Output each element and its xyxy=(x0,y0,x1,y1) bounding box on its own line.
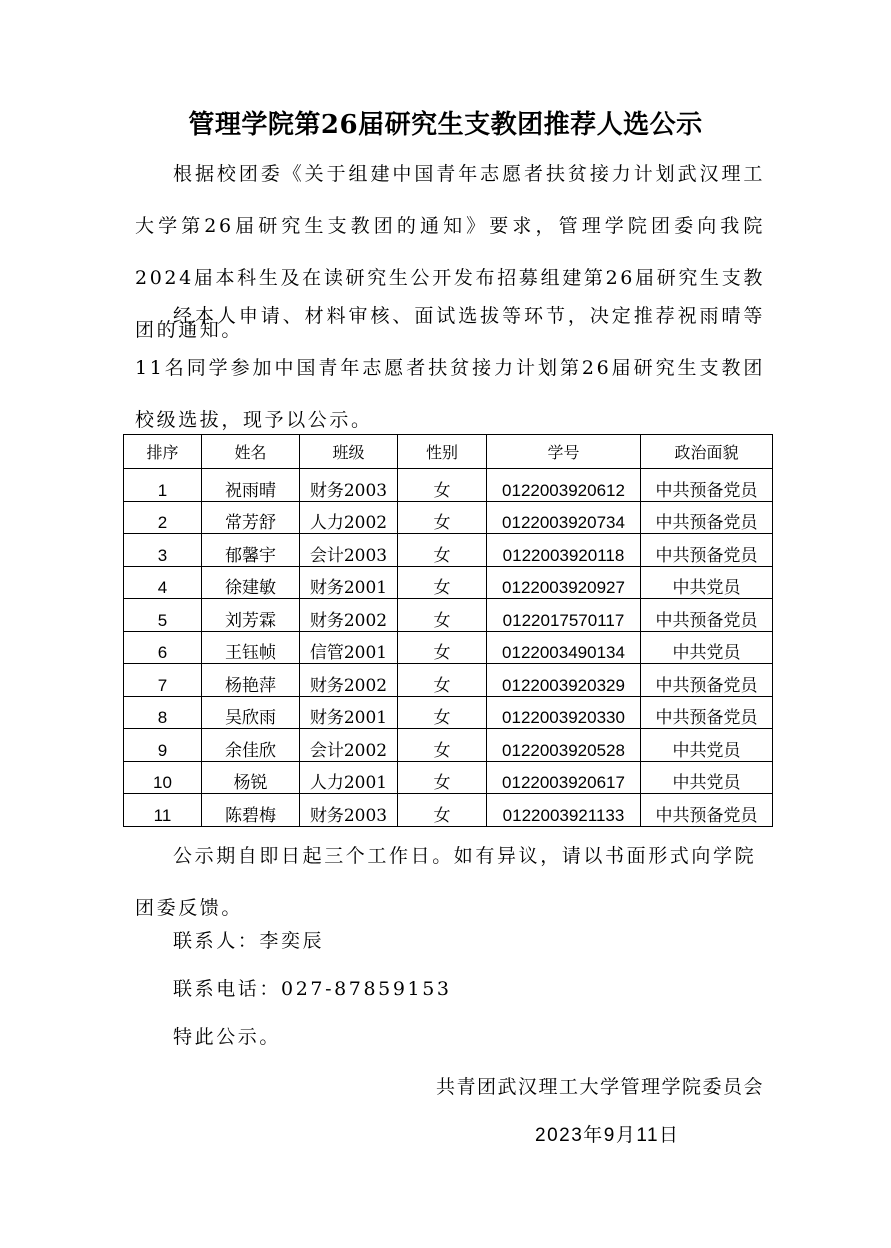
contact-phone: 联系电话：027-87859153 xyxy=(173,978,452,1000)
table-header-row xyxy=(124,435,773,469)
student-id-cell: 0122017570117 xyxy=(487,599,641,632)
intro-paragraph: 根据校团委《关于组建中国青年志愿者扶贫接力计划武汉理工大学第26届研究生支教团的通知》要求，管理学院团委向我院2024届本科生及在读研究生公开发布招募组建第26届研究生支教团的通知。 xyxy=(135,163,765,341)
political-status-cell: 中共预备党员 xyxy=(641,599,773,632)
rank-cell: 6 xyxy=(124,631,202,664)
gender-cell: 女 xyxy=(398,761,487,794)
table-row xyxy=(124,729,773,762)
class-cell: 财务2003 xyxy=(300,469,398,502)
class-cell: 人力2002 xyxy=(300,501,398,534)
student-id-cell: 0122003920734 xyxy=(487,501,641,534)
table-row xyxy=(124,794,773,827)
column-header: 排序 xyxy=(124,435,202,469)
class-cell: 财务2002 xyxy=(300,599,398,632)
table-row xyxy=(124,566,773,599)
political-status-cell: 中共预备党员 xyxy=(641,534,773,567)
name-cell: 郁馨宇 xyxy=(202,534,300,567)
rank-cell: 4 xyxy=(124,566,202,599)
gender-cell: 女 xyxy=(398,631,487,664)
class-cell: 会计2003 xyxy=(300,534,398,567)
table-row xyxy=(124,534,773,567)
notice-paragraph: 公示期自即日起三个工作日。如有异议，请以书面形式向学院团委反馈。 xyxy=(135,845,757,919)
name-cell: 王钰帧 xyxy=(202,631,300,664)
class-cell: 信管2001 xyxy=(300,631,398,664)
column-header: 性别 xyxy=(398,435,487,469)
table-row xyxy=(124,664,773,697)
column-header: 学号 xyxy=(487,435,641,469)
document-title: 管理学院第26届研究生支教团推荐人选公示 xyxy=(188,110,703,140)
closing-remark: 特此公示。 xyxy=(173,1026,282,1048)
political-status-cell: 中共党员 xyxy=(641,566,773,599)
gender-cell: 女 xyxy=(398,501,487,534)
table-row xyxy=(124,469,773,502)
political-status-cell: 中共党员 xyxy=(641,761,773,794)
name-cell: 陈碧梅 xyxy=(202,794,300,827)
rank-cell: 11 xyxy=(124,794,202,827)
class-cell: 财务2002 xyxy=(300,664,398,697)
contact-person: 联系人：李奕辰 xyxy=(173,930,325,952)
gender-cell: 女 xyxy=(398,794,487,827)
table-row xyxy=(124,501,773,534)
student-id-cell: 0122003920612 xyxy=(487,469,641,502)
class-cell: 财务2003 xyxy=(300,794,398,827)
name-cell: 杨锐 xyxy=(202,761,300,794)
gender-cell: 女 xyxy=(398,696,487,729)
student-id-cell: 0122003490134 xyxy=(487,631,641,664)
rank-cell: 7 xyxy=(124,664,202,697)
student-id-cell: 0122003920329 xyxy=(487,664,641,697)
name-cell: 常芳舒 xyxy=(202,501,300,534)
political-status-cell: 中共预备党员 xyxy=(641,794,773,827)
table-row xyxy=(124,761,773,794)
student-id-cell: 0122003920118 xyxy=(487,534,641,567)
rank-cell: 2 xyxy=(124,501,202,534)
issue-date: 2023年9月11日 xyxy=(535,1125,680,1146)
political-status-cell: 中共预备党员 xyxy=(641,664,773,697)
rank-cell: 9 xyxy=(124,729,202,762)
political-status-cell: 中共党员 xyxy=(641,729,773,762)
student-id-cell: 0122003920617 xyxy=(487,761,641,794)
name-cell: 祝雨晴 xyxy=(202,469,300,502)
political-status-cell: 中共党员 xyxy=(641,631,773,664)
rank-cell: 10 xyxy=(124,761,202,794)
class-cell: 会计2002 xyxy=(300,729,398,762)
name-cell: 吴欣雨 xyxy=(202,696,300,729)
political-status-cell: 中共预备党员 xyxy=(641,696,773,729)
table-body xyxy=(124,469,773,827)
political-status-cell: 中共预备党员 xyxy=(641,469,773,502)
column-header: 政治面貌 xyxy=(641,435,773,469)
rank-cell: 8 xyxy=(124,696,202,729)
name-cell: 余佳欣 xyxy=(202,729,300,762)
table-row xyxy=(124,696,773,729)
student-id-cell: 0122003921133 xyxy=(487,794,641,827)
gender-cell: 女 xyxy=(398,664,487,697)
gender-cell: 女 xyxy=(398,469,487,502)
gender-cell: 女 xyxy=(398,534,487,567)
student-id-cell: 0122003920927 xyxy=(487,566,641,599)
rank-cell: 3 xyxy=(124,534,202,567)
candidate-table xyxy=(123,434,773,827)
political-status-cell: 中共预备党员 xyxy=(641,501,773,534)
name-cell: 刘芳霖 xyxy=(202,599,300,632)
name-cell: 徐建敏 xyxy=(202,566,300,599)
gender-cell: 女 xyxy=(398,599,487,632)
issuing-organization: 共青团武汉理工大学管理学院委员会 xyxy=(435,1076,764,1098)
column-header: 班级 xyxy=(300,435,398,469)
rank-cell: 1 xyxy=(124,469,202,502)
name-cell: 杨艳萍 xyxy=(202,664,300,697)
class-cell: 财务2001 xyxy=(300,696,398,729)
column-header: 姓名 xyxy=(202,435,300,469)
recommendation-paragraph: 经本人申请、材料审核、面试选拔等环节，决定推荐祝雨晴等11名同学参加中国青年志愿者扶贫接力计划第26届研究生支教团校级选拔，现予以公示。 xyxy=(135,305,765,431)
gender-cell: 女 xyxy=(398,566,487,599)
gender-cell: 女 xyxy=(398,729,487,762)
rank-cell: 5 xyxy=(124,599,202,632)
class-cell: 财务2001 xyxy=(300,566,398,599)
table-row xyxy=(124,631,773,664)
table-row xyxy=(124,599,773,632)
student-id-cell: 0122003920330 xyxy=(487,696,641,729)
student-id-cell: 0122003920528 xyxy=(487,729,641,762)
class-cell: 人力2001 xyxy=(300,761,398,794)
